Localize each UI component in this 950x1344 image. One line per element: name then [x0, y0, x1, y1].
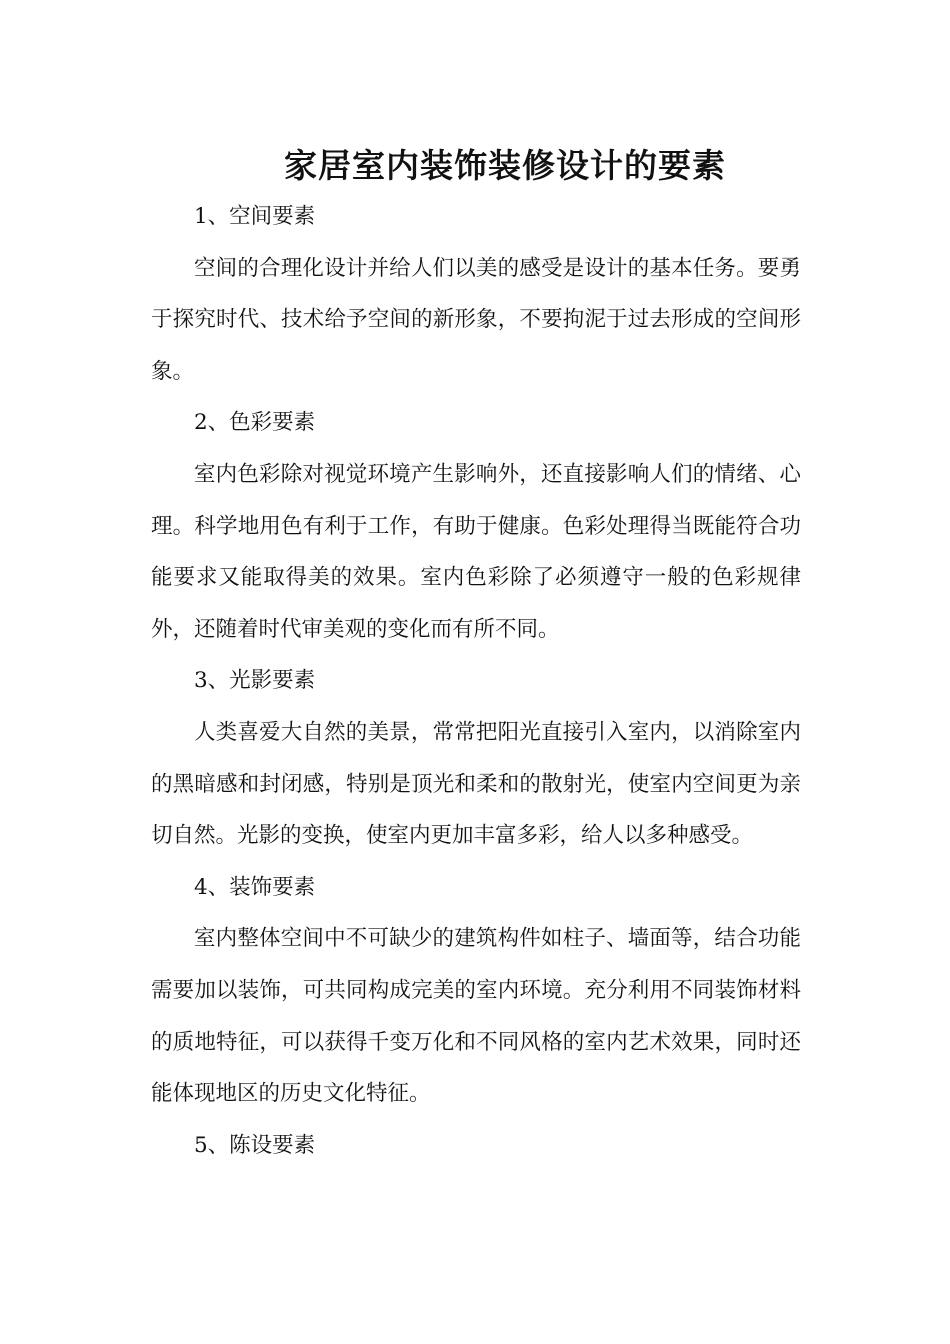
section-heading-decoration: 4、装饰要素 [194, 874, 316, 900]
section-paragraph-light: 人类喜爱大自然的美景，常常把阳光直接引入室内，以消除室内的黑暗感和封闭感，特别是顶光和柔和的散射光，使室内空间更为亲切自然。光影的变换，使室内更加丰富多彩，给人以多种感受。 [151, 719, 801, 849]
section-paragraph-space: 空间的合理化设计并给人们以美的感受是设计的基本任务。要勇于探究时代、技术给予空间的新形象，不要拘泥于过去形成的空间形象。 [151, 255, 801, 384]
section-heading-light: 3、光影要素 [194, 668, 316, 694]
section-paragraph-decoration: 室内整体空间中不可缺少的建筑构件如柱子、墙面等，结合功能需要加以装饰，可共同构成完美的室内环境。充分利用不同装饰材料的质地特征，可以获得千变万化和不同风格的室内艺术效果，同时还能体现地区的历史文化特征。 [151, 926, 801, 1107]
section-heading-furnishing: 5、陈设要素 [194, 1132, 316, 1158]
section-heading-color: 2、色彩要素 [194, 410, 316, 436]
document-body [151, 191, 801, 1171]
section-paragraph-color: 室内色彩除对视觉环境产生影响外，还直接影响人们的情绪、心理。科学地用色有利于工作，有助于健康。色彩处理得当既能符合功能要求又能取得美的效果。室内色彩除了必须遵守一般的色彩规律外，还随着时代审美观的变化而有所不同。 [151, 461, 801, 642]
section-heading-space: 1、空间要素 [194, 204, 316, 229]
page-title: 家居室内装饰装修设计的要素 [284, 146, 726, 186]
